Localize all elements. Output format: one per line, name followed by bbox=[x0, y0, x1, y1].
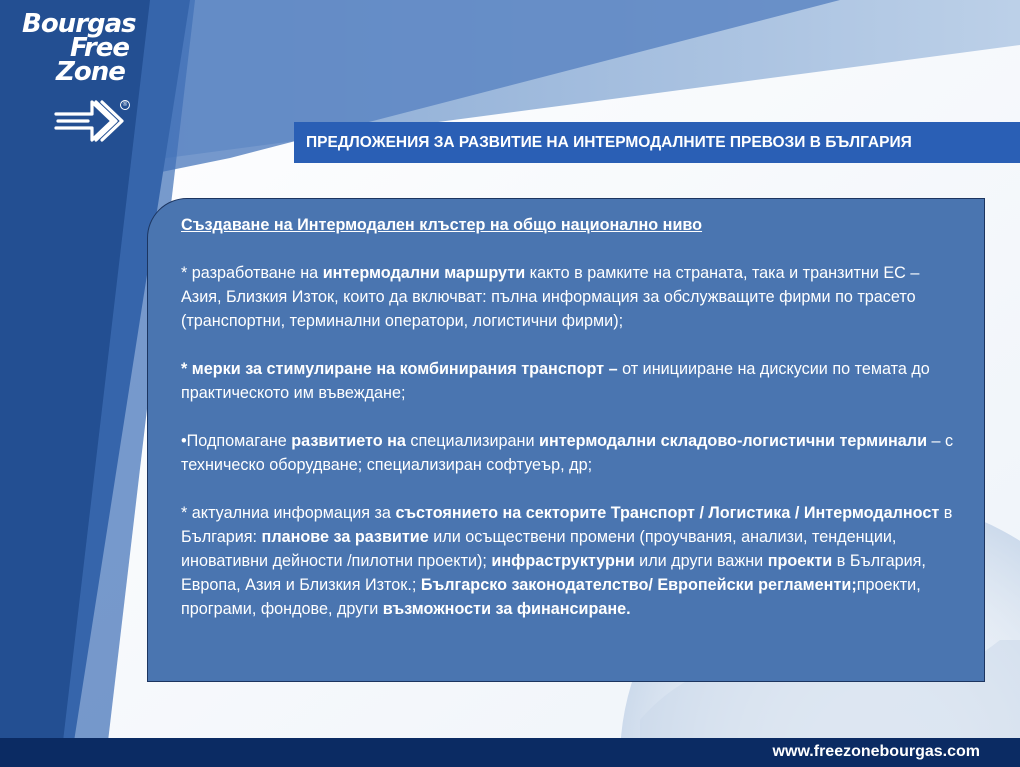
text-run: или осъществени промени (проучвания, анализи, тенденции, иновативни дейности /пилотни проекти); bbox=[181, 528, 897, 570]
logo-text-zone: Zone bbox=[56, 57, 125, 87]
spacer bbox=[181, 333, 964, 357]
text-run-bold: планове за развитие bbox=[261, 528, 429, 546]
text-run-bold: състоянието на секторите Транспорт / Логистика / Интермодалност bbox=[395, 504, 940, 522]
text-run: или други важни bbox=[634, 552, 768, 570]
bullet-terminals bbox=[181, 429, 964, 477]
footer-website-link[interactable]: www.freezonebourgas.com bbox=[772, 743, 980, 760]
bourgas-free-zone-logo bbox=[18, 9, 138, 152]
logo-arrow-icon bbox=[54, 94, 126, 148]
text-run-bold: интермодални складово-логистични терминали bbox=[539, 432, 928, 450]
content-box bbox=[147, 198, 985, 682]
spacer bbox=[181, 237, 964, 261]
text-run: * разработване на bbox=[181, 264, 323, 282]
bullet-measures bbox=[181, 357, 964, 405]
logo-text-bourgas: Bourgas bbox=[22, 9, 136, 39]
text-run-bold: развитието на bbox=[291, 432, 406, 450]
slide-title: ПРЕДЛОЖЕНИЯ ЗА РАЗВИТИЕ НА ИНТЕРМОДАЛНИТЕ ПРЕВОЗИ В БЪЛГАРИЯ bbox=[306, 133, 912, 151]
text-run: в България: bbox=[181, 504, 953, 546]
text-run-bold: Българско законодателство/ Европейски регламенти; bbox=[420, 576, 857, 594]
text-run: от иницииране на дискусии по темата до практическото им въвеждане; bbox=[181, 360, 930, 402]
text-run: специализирани bbox=[405, 432, 540, 450]
registered-mark: ® bbox=[120, 100, 130, 110]
spacer bbox=[181, 405, 964, 429]
text-run: * актуалниа информация за bbox=[181, 504, 396, 522]
section-heading: Създаване на Интермодален клъстер на общо национално ниво bbox=[181, 216, 703, 234]
text-run: •Подпомагане bbox=[181, 432, 292, 450]
footer-bar bbox=[0, 738, 1020, 767]
text-run-bold: проекти bbox=[767, 552, 833, 570]
text-run: – с техническо оборудване; специализиран софтуеър, др; bbox=[181, 432, 954, 474]
text-run-bold: възможности за финансиране. bbox=[382, 600, 631, 618]
logo-text-free: Free bbox=[70, 33, 129, 63]
text-run-bold: * мерки за стимулиране на комбинирания транспорт – bbox=[181, 360, 618, 378]
text-run: в България, Европа, Азия и Близкия Изток.; bbox=[181, 552, 926, 594]
text-run-bold: инфраструктурни bbox=[491, 552, 635, 570]
bullet-information bbox=[181, 501, 964, 621]
text-run: както в рамките на страната, така и транзитни ЕС – Азия, Близкия Изток, които да включват: пълна информация за обслужващите фирми по трасето (транспортни, терминални оператори, логистични фирми); bbox=[181, 264, 920, 330]
slide-title-bar bbox=[294, 122, 1020, 163]
text-run: проекти, програми, фондове, други bbox=[181, 576, 921, 618]
spacer bbox=[181, 477, 964, 501]
bullet-routes bbox=[181, 261, 964, 333]
text-run-bold: интермодални маршрути bbox=[322, 264, 526, 282]
